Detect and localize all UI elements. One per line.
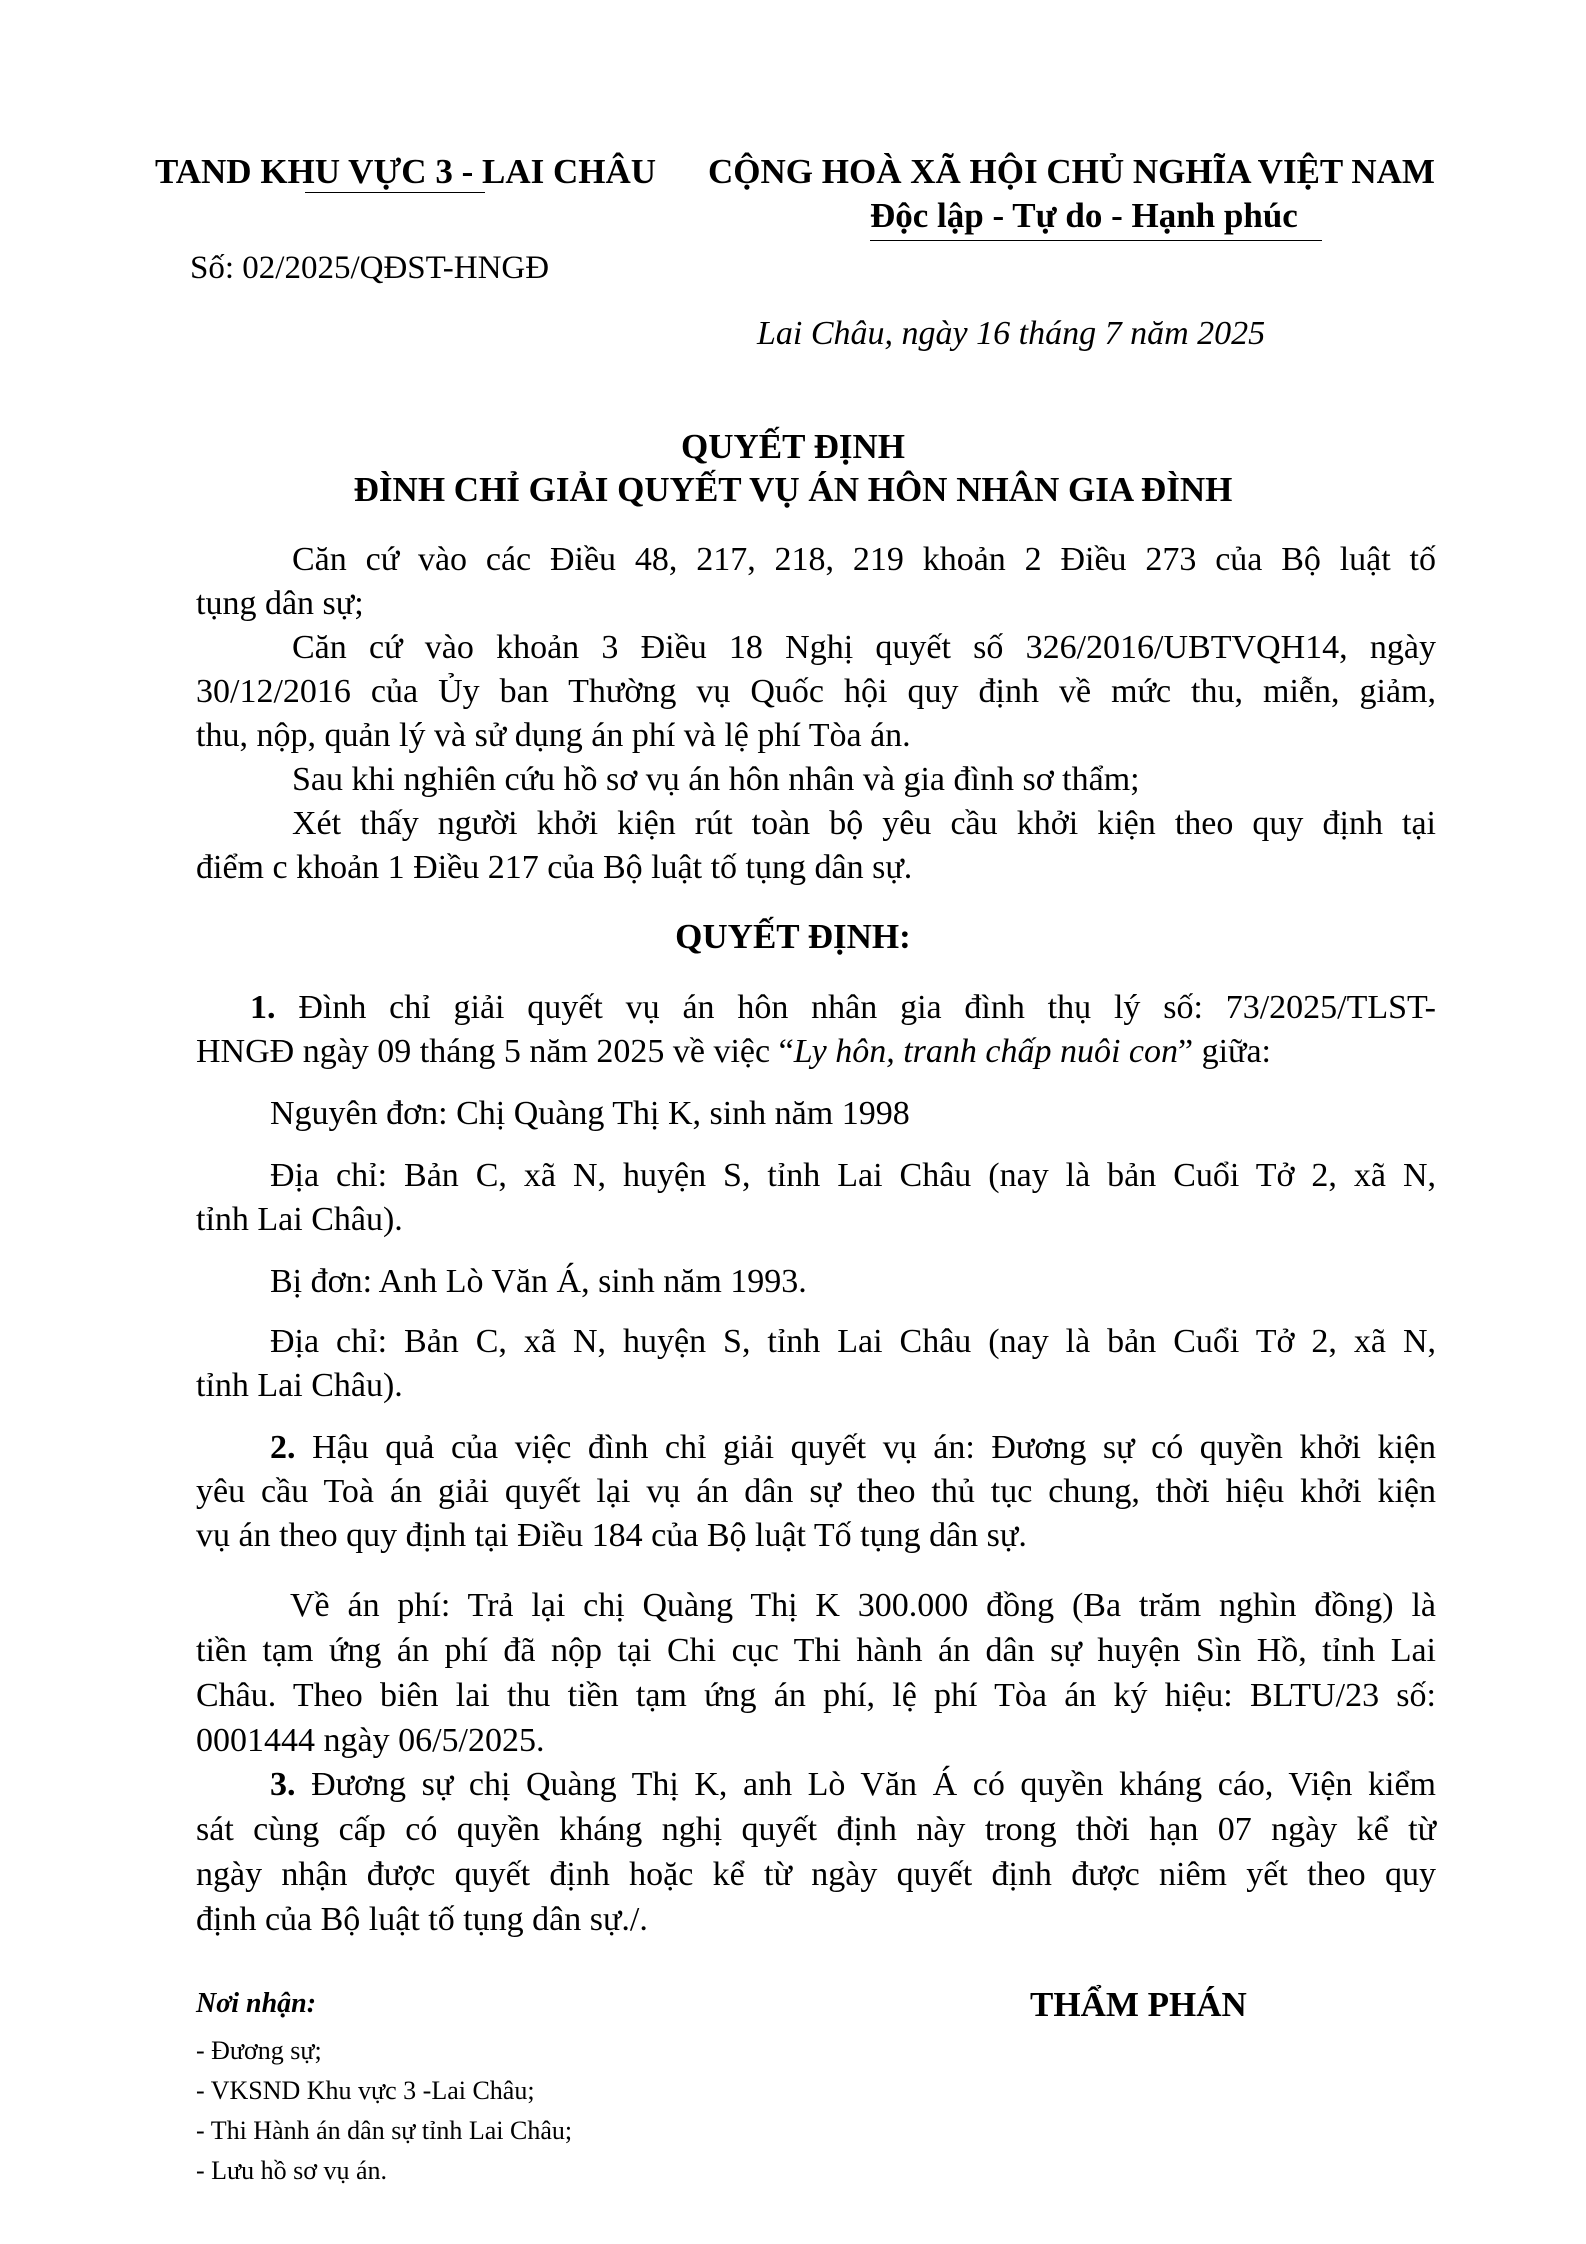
- item-3-line: [270, 1765, 1436, 1805]
- item-1-text: Đình chỉ giải quyết vụ án hôn nhân gia đình thụ lý số: 73/2025/TLST-: [298, 989, 1437, 1026]
- item-2-text: Hậu quả của việc đình chỉ giải quyết vụ án: Đương sự có quyền khởi kiện: [312, 1429, 1436, 1466]
- item-1-text: ” giữa:: [1178, 1033, 1272, 1070]
- national-motto: Độc lập - Tự do - Hạnh phúc: [870, 196, 1298, 235]
- plaintiff-address: tỉnh Lai Châu).: [196, 1201, 403, 1238]
- fee-line: tiền tạm ứng án phí đã nộp tại Chi cục Thi hành án dân sự huyện Sìn Hồ, tỉnh Lai: [196, 1632, 1436, 1669]
- preamble-line: điểm c khoản 1 Điều 217 của Bộ luật tố tụng dân sự.: [196, 849, 913, 886]
- preamble-line: tụng dân sự;: [196, 585, 364, 622]
- signature-title: THẨM PHÁN: [1030, 1985, 1247, 2024]
- preamble-line: thu, nộp, quản lý và sử dụng án phí và lệ phí Tòa án.: [196, 717, 911, 754]
- document-title: QUYẾT ĐỊNH: [681, 427, 905, 466]
- recipient-item: - Lưu hồ sơ vụ án.: [196, 2156, 388, 2185]
- fee-line: Châu. Theo biên lai thu tiền tạm ứng án phí, lệ phí Tòa án ký hiệu: BLTU/23 số:: [196, 1677, 1436, 1714]
- preamble-line: 30/12/2016 của Ủy ban Thường vụ Quốc hội quy định về mức thu, miễn, giảm,: [196, 673, 1436, 710]
- date-line: Lai Châu, ngày 16 tháng 7 năm 2025: [757, 315, 1266, 352]
- document-number: Số: 02/2025/QĐST-HNGĐ: [190, 250, 550, 286]
- preamble-line: Căn cứ vào các Điều 48, 217, 218, 219 khoản 2 Điều 273 của Bộ luật tố: [292, 541, 1436, 578]
- item-1-text: HNGĐ ngày 09 tháng 5 năm 2025 về việc “: [196, 1033, 794, 1070]
- item-number: 3.: [270, 1766, 296, 1803]
- defendant-address: tỉnh Lai Châu).: [196, 1367, 403, 1404]
- recipient-item: - VKSND Khu vực 3 -Lai Châu;: [196, 2076, 535, 2105]
- item-1-line: [196, 1032, 1436, 1072]
- item-3-line: ngày nhận được quyết định hoặc kể từ ngày quyết định được niêm yết theo quy: [196, 1856, 1436, 1893]
- item-2-line: vụ án theo quy định tại Điều 184 của Bộ luật Tố tụng dân sự.: [196, 1517, 1027, 1554]
- plaintiff-line: Nguyên đơn: Chị Quàng Thị K, sinh năm 1998: [270, 1095, 910, 1132]
- item-number: 1.: [250, 989, 276, 1026]
- preamble-line: Xét thấy người khởi kiện rút toàn bộ yêu cầu khởi kiện theo quy định tại: [292, 805, 1436, 842]
- item-2-line: yêu cầu Toà án giải quyết lại vụ án dân sự theo thủ tục chung, thời hiệu khởi kiện: [196, 1473, 1436, 1510]
- plaintiff-address: Địa chỉ: Bản C, xã N, huyện S, tỉnh Lai Châu (nay là bản Cuổi Tở 2, xã N,: [270, 1157, 1436, 1194]
- country-name: CỘNG HOÀ XÃ HỘI CHỦ NGHĨA VIỆT NAM: [708, 152, 1435, 191]
- motto-underline: [870, 240, 1322, 241]
- preamble-line: Căn cứ vào khoản 3 Điều 18 Nghị quyết số 326/2016/UBTVQH14, ngày: [292, 629, 1436, 666]
- item-1-line: [250, 988, 1436, 1028]
- fee-line: 0001444 ngày 06/5/2025.: [196, 1722, 545, 1759]
- defendant-line: Bị đơn: Anh Lò Văn Á, sinh năm 1993.: [270, 1263, 807, 1300]
- court-name: TAND KHU VỰC 3 - LAI CHÂU: [155, 152, 657, 191]
- recipient-item: - Đương sự;: [196, 2036, 322, 2065]
- item-3-text: Đương sự chị Quàng Thị K, anh Lò Văn Á có quyền kháng cáo, Viện kiểm: [311, 1766, 1436, 1803]
- recipient-item: - Thi Hành án dân sự tỉnh Lai Châu;: [196, 2116, 573, 2145]
- document-subtitle: ĐÌNH CHỈ GIẢI QUYẾT VỤ ÁN HÔN NHÂN GIA ĐÌNH: [353, 470, 1233, 509]
- decision-heading: QUYẾT ĐỊNH:: [675, 917, 911, 956]
- item-2-line: [270, 1428, 1436, 1468]
- defendant-address: Địa chỉ: Bản C, xã N, huyện S, tỉnh Lai Châu (nay là bản Cuổi Tở 2, xã N,: [270, 1323, 1436, 1360]
- item-3-line: định của Bộ luật tố tụng dân sự./.: [196, 1901, 648, 1938]
- preamble-line: Sau khi nghiên cứu hồ sơ vụ án hôn nhân và gia đình sơ thẩm;: [292, 761, 1140, 798]
- fee-line: Về án phí: Trả lại chị Quàng Thị K 300.000 đồng (Ba trăm nghìn đồng) là: [290, 1587, 1436, 1624]
- court-name-underline: [305, 192, 485, 193]
- case-subject: Ly hôn, tranh chấp nuôi con: [793, 1033, 1178, 1070]
- recipients-title: Nơi nhận:: [196, 1988, 317, 2019]
- item-3-line: sát cùng cấp có quyền kháng nghị quyết định này trong thời hạn 07 ngày kể từ: [196, 1811, 1436, 1848]
- item-number: 2.: [270, 1429, 296, 1466]
